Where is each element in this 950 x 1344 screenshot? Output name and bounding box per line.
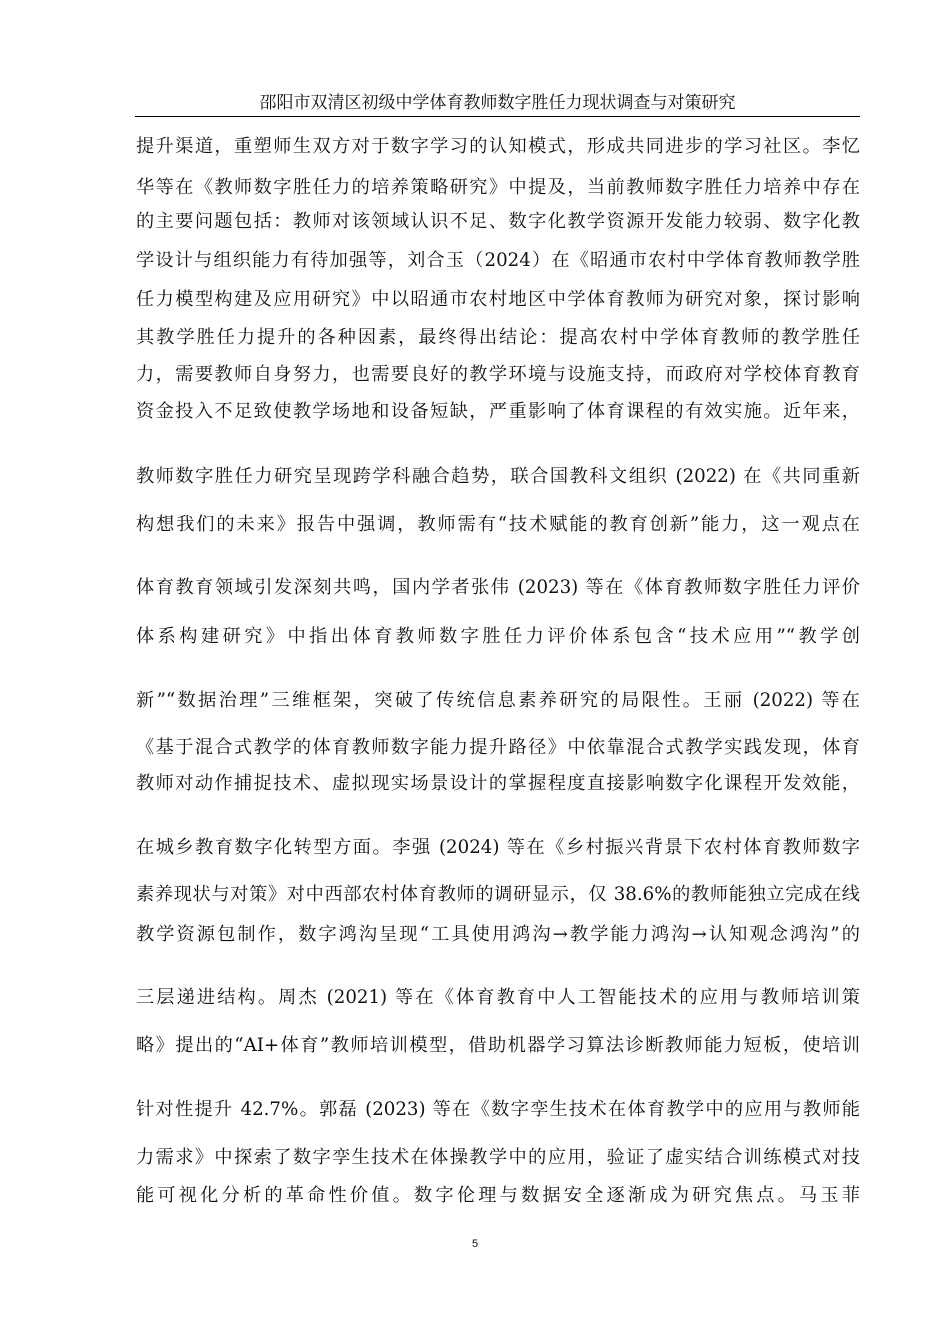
text-line: 体育教育领域引发深刻共鸣，国内学者张伟 (2023) 等在《体育教师数字胜任力评价: [136, 577, 860, 598]
text-line: 力，需要教师自身努力，也需要良好的教学环境与设施支持，而政府对学校体育教育: [136, 364, 860, 385]
text-line: 新”“数据治理”三维框架，突破了传统信息素养研究的局限性。王丽 (2022) 等在: [136, 690, 860, 711]
text-line: 教学资源包制作，数字鸿沟呈现“工具使用鸿沟→教学能力鸿沟→认知观念鸿沟”的: [136, 924, 860, 945]
text-line: 提升渠道，重塑师生双方对于数字学习的认知模式，形成共同进步的学习社区。李忆: [136, 136, 860, 157]
text-line: 在城乡教育数字化转型方面。李强 (2024) 等在《乡村振兴背景下农村体育教师数字: [136, 837, 860, 858]
text-line: 《基于混合式教学的体育教师数字能力提升路径》中依靠混合式教学实践发现，体育: [136, 737, 860, 758]
text-line: 构想我们的未来》报告中强调，教师需有“技术赋能的教育创新”能力，这一观点在: [136, 514, 860, 535]
text-line: 力需求》中探索了数字孪生技术在体操教学中的应用，验证了虚实结合训练模式对技: [136, 1147, 860, 1168]
text-line: 素养现状与对策》对中西部农村体育教师的调研显示，仅 38.6%的教师能独立完成在线: [136, 884, 860, 905]
text-line: 教师对动作捕捉技术、虚拟现实场景设计的掌握程度直接影响数字化课程开发效能，: [136, 773, 860, 794]
text-line: 教师数字胜任力研究呈现跨学科融合趋势，联合国教科文组织 (2022) 在《共同重新: [136, 466, 860, 487]
running-title: 邵阳市双清区初级中学体育教师数字胜任力现状调查与对策研究: [259, 93, 736, 113]
text-line: 其教学胜任力提升的各种因素，最终得出结论：提高农村中学体育教师的教学胜任: [136, 327, 860, 348]
text-line: 能可视化分析的革命性价值。数字伦理与数据安全逐渐成为研究焦点。马玉菲: [136, 1185, 860, 1206]
header-divider: [135, 116, 860, 117]
page-number: 5: [471, 1238, 479, 1250]
text-line: 华等在《教师数字胜任力的培养策略研究》中提及，当前教师数字胜任力培养中存在: [136, 177, 860, 198]
text-line: 略》提出的“AI+体育”教师培训模型，借助机器学习算法诊断教师能力短板，使培训: [136, 1035, 860, 1056]
text-line: 的主要问题包括：教师对该领域认识不足、数字化教学资源开发能力较弱、数字化教: [136, 211, 860, 232]
text-line: 体系构建研究》中指出体育教师数字胜任力评价体系包含“技术应用”“教学创: [136, 626, 860, 647]
text-line: 资金投入不足致使教学场地和设备短缺，严重影响了体育课程的有效实施。近年来，: [136, 401, 860, 422]
text-line: 任力模型构建及应用研究》中以昭通市农村地区中学体育教师为研究对象，探讨影响: [136, 289, 860, 310]
text-line: 三层递进结构。周杰 (2021) 等在《体育教育中人工智能技术的应用与教师培训策: [136, 987, 860, 1008]
text-line: 针对性提升 42.7%。郭磊 (2023) 等在《数字孪生技术在体育教学中的应用与教师能: [136, 1099, 860, 1120]
text-line: 学设计与组织能力有待加强等，刘合玉（2024）在《昭通市农村中学体育教师教学胜: [136, 250, 860, 271]
